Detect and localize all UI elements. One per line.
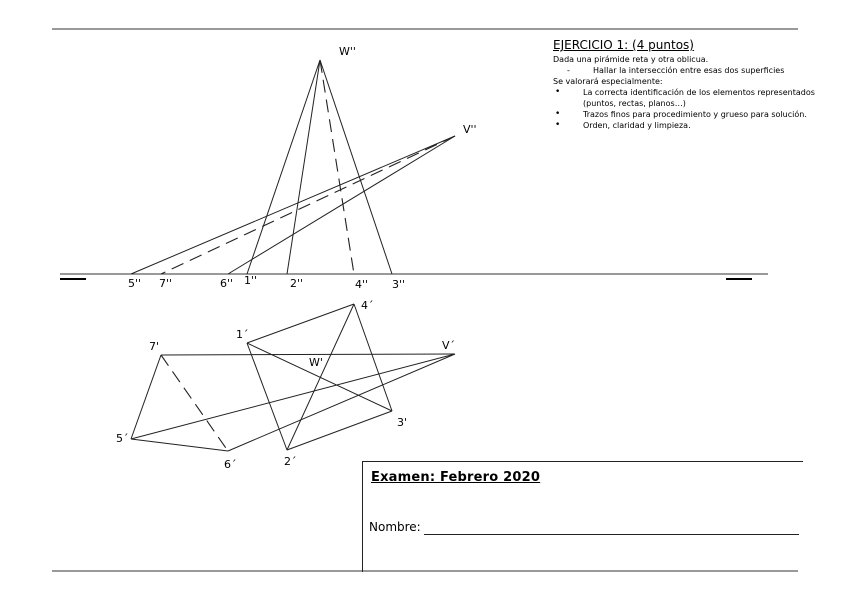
subtask-dash: -	[567, 66, 570, 75]
label-7-plan: 7'	[149, 340, 160, 353]
label-6-elevation: 6''	[220, 277, 234, 290]
exam-info-box	[362, 461, 803, 572]
label-1-plan: 1´	[236, 328, 249, 341]
label-1-elevation: 1''	[244, 274, 258, 287]
exam-title: Examen: Febrero 2020	[371, 470, 541, 485]
plan-edge-1-4	[247, 304, 354, 343]
label-4-plan: 4´	[361, 299, 374, 312]
elevation-edge-v5	[131, 136, 455, 274]
criteria-item: • Trazos finos para procedimiento y grueso para solución.	[553, 109, 843, 120]
criteria-heading: Se valorará especialmente:	[553, 77, 663, 86]
label-5-elevation: 5''	[128, 277, 142, 290]
label-7-elevation: 7''	[159, 277, 173, 290]
label-5-plan: 5´	[116, 432, 129, 445]
label-4-elevation: 4''	[355, 278, 369, 291]
plan-edge-5-6	[131, 439, 228, 451]
name-label: Nombre:	[369, 520, 421, 534]
elevation-edge-w1	[247, 60, 320, 274]
plan-edge-7-5	[131, 355, 161, 439]
plan-edge-6-v	[228, 354, 455, 451]
label-3-elevation: 3''	[392, 278, 406, 291]
plan-pyramid-w	[247, 304, 392, 450]
label-2-plan: 2´	[284, 455, 297, 468]
elevation-pyramid-v	[131, 136, 455, 274]
label-2-elevation: 2''	[290, 277, 304, 290]
label-6-plan: 6´	[224, 458, 237, 471]
exercise-subtask	[553, 65, 843, 76]
exercise-statement	[553, 38, 843, 131]
label-w-elevation: W''	[339, 45, 356, 58]
elevation-pyramid-w	[247, 60, 392, 274]
criteria-item: • La correcta identificación de los elementos representados (puntos, rectas, planos…)	[553, 87, 843, 109]
elevation-edge-v7-hidden	[161, 136, 455, 274]
label-v-elevation: V''	[463, 123, 477, 136]
elevation-edge-w4-hidden	[320, 60, 354, 274]
label-w-plan: W'	[309, 356, 323, 369]
elevation-edge-v6	[228, 136, 455, 274]
name-field-line[interactable]	[424, 534, 799, 535]
exercise-intro: Dada una pirámide reta y otra oblicua.	[553, 55, 709, 64]
criteria-list	[553, 87, 843, 131]
exercise-title: EJERCICIO 1: (4 puntos)	[553, 38, 694, 52]
label-v-plan: V´	[442, 339, 456, 352]
label-3-plan: 3'	[397, 416, 408, 429]
elevation-edge-w2	[287, 60, 320, 274]
plan-diagonal-4-2	[287, 304, 354, 450]
plan-edge-7-v	[161, 354, 455, 355]
plan-edge-7-6-hidden	[161, 355, 228, 451]
subtask-text: Hallar la intersección entre esas dos superficies	[593, 66, 785, 75]
criteria-item: • Orden, claridad y limpieza.	[553, 120, 843, 131]
